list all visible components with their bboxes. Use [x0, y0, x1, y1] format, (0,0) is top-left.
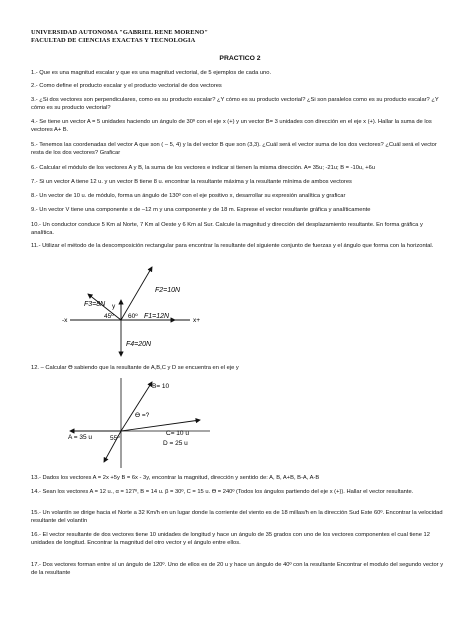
vector-b-arrow [121, 382, 152, 431]
axis-x-pos-label: x+ [193, 317, 201, 324]
page-title: PRACTICO 2 [219, 55, 261, 62]
vectors-diagram [40, 374, 280, 470]
angle-55-label: 55º [110, 435, 120, 442]
question-12: 12. – Calcular ϴ sabiendo que la resultante de A,B,C y D se encuentra en el eje y [31, 365, 239, 371]
faculty-name: FACULTAD DE CIENCIAS EXACTAS Y TECNOLOGIA [31, 37, 196, 44]
vector-c-label: C= 10 u [166, 430, 189, 437]
force-f2-label: F2=10N [155, 287, 181, 294]
force-f1-label: F1=12N [144, 313, 170, 320]
question-8: 8.- Un vector de 10 u. de módulo, forma un ángulo de 130º con el eje positivo x, desarrollar su expresión analítica y graficar [31, 193, 346, 199]
question-9: 9.- Un vector V tiene una componente x de –12 m y una componente y de 18 m. Exprese el vector resultante gráfica y analíticamente [31, 207, 371, 213]
university-name: UNIVERSIDAD AUTONOMA "GABRIEL RENE MORENO" [31, 29, 209, 36]
axis-x-neg-label: -x [62, 317, 68, 324]
question-7: 7.- Si un vector A tiene 12 u. y un vector B tiene 8 u. encontrar la resultante máxima y la resultante mínima de ambos vectores [31, 179, 352, 185]
question-5: 5.- Tenemos las coordenadas del vector A que son ( – 5, 4) y la del vector B que son (3,3). ¿Cuál será el vector suma de los dos vectores? ¿Cuál será el vector resta de los dos vectores? Graficar [31, 142, 437, 157]
question-6: 6.- Calcular el módulo de los vectores A y B, la suma de los vectores e indicar si tienen la misma dirección. A= 35u; -21u; B = -10u, +6u [31, 165, 376, 171]
question-13: 13.- Dados los vectores A = 2x +5y B = 6x - 3y, encontrar la magnitud, dirección y sentido de: A, B, A+B, B-A, A-B [31, 475, 320, 481]
question-14: 14.- Sean los vectores A = 12 u., α = 127º, B = 14 u. β = 30º, C = 15 u. ϴ = 240º (Todos los ángulos partiendo del eje x (+)). Hallar el vector resultante. [31, 489, 414, 495]
question-11: 11.- Utilizar el método de la descomposición rectangular para encontrar la resultante del siguiente conjunto de fuerzas y el ángulo que forma con la horizontal. [31, 243, 434, 249]
vector-a-label: A = 35 u [68, 434, 93, 441]
question-1: 1.- Que es una magnitud escalar y que es una magnitud vectorial, de 5 ejemplos de cada uno. [31, 70, 272, 76]
vector-b-label: B= 10 [152, 383, 170, 390]
angle-45-label: 45º [104, 313, 114, 320]
force-f4-label: F4=20N [126, 341, 152, 348]
question-2: 2.- Como define el producto escalar y el producto vectorial de dos vectores [31, 83, 222, 89]
question-10: 10.- Un conductor conduce 5 Km al Norte, 7 Km al Oeste y 6 Km al Sur. Calcule la magnitud y dirección del desplazamiento resultante. En forma gráfica y analítica. [31, 222, 423, 237]
axis-y-label: y [112, 303, 116, 310]
question-4: 4.- Se tiene un vector A = 5 unidades haciendo un ángulo de 30º con el eje x (+) y un vector B= 3 unidades con dirección en el eje x (+). Hallar la suma de los vectores A+ B. [31, 119, 432, 134]
question-16: 16.- El vector resultante de dos vectores tiene 10 unidades de longitud y hace un ángulo de 35 grados con uno de los vectores componentes el cual tiene 12 unidades de longitud. Encontrar la magnitud del otro vector y el ángulo entre ellos. [31, 532, 430, 547]
angle-theta-label: ϴ =? [135, 412, 150, 419]
forces-diagram [40, 262, 280, 362]
question-15: 15.- Un volantín se dirige hacia el Norte a 32 Km/h en un lugar donde la corriente del viento es de 18 millas/h en la dirección Sud Este 60º. Encontrar la velocidad resultante del volantín [31, 510, 443, 525]
angle-60-label: 60º [128, 313, 138, 320]
force-f3-label: F3=8N [84, 301, 106, 308]
question-17: 17.- Dos vectores forman entre sí un ángulo de 120º. Uno de ellos es de 20 u y hace un ángulo de 40º con la resultante Encontrar el modulo del segundo vector y de la resultante [31, 562, 444, 577]
vector-d-label: D = 25 u [163, 440, 188, 447]
question-3: 3.- ¿Si dos vectores son perpendiculares, como es su producto escalar? ¿Y cómo es su producto vectorial? ¿Si son paralelos como es su producto escalar? ¿Y cómo es su producto vectorial? [31, 97, 439, 112]
